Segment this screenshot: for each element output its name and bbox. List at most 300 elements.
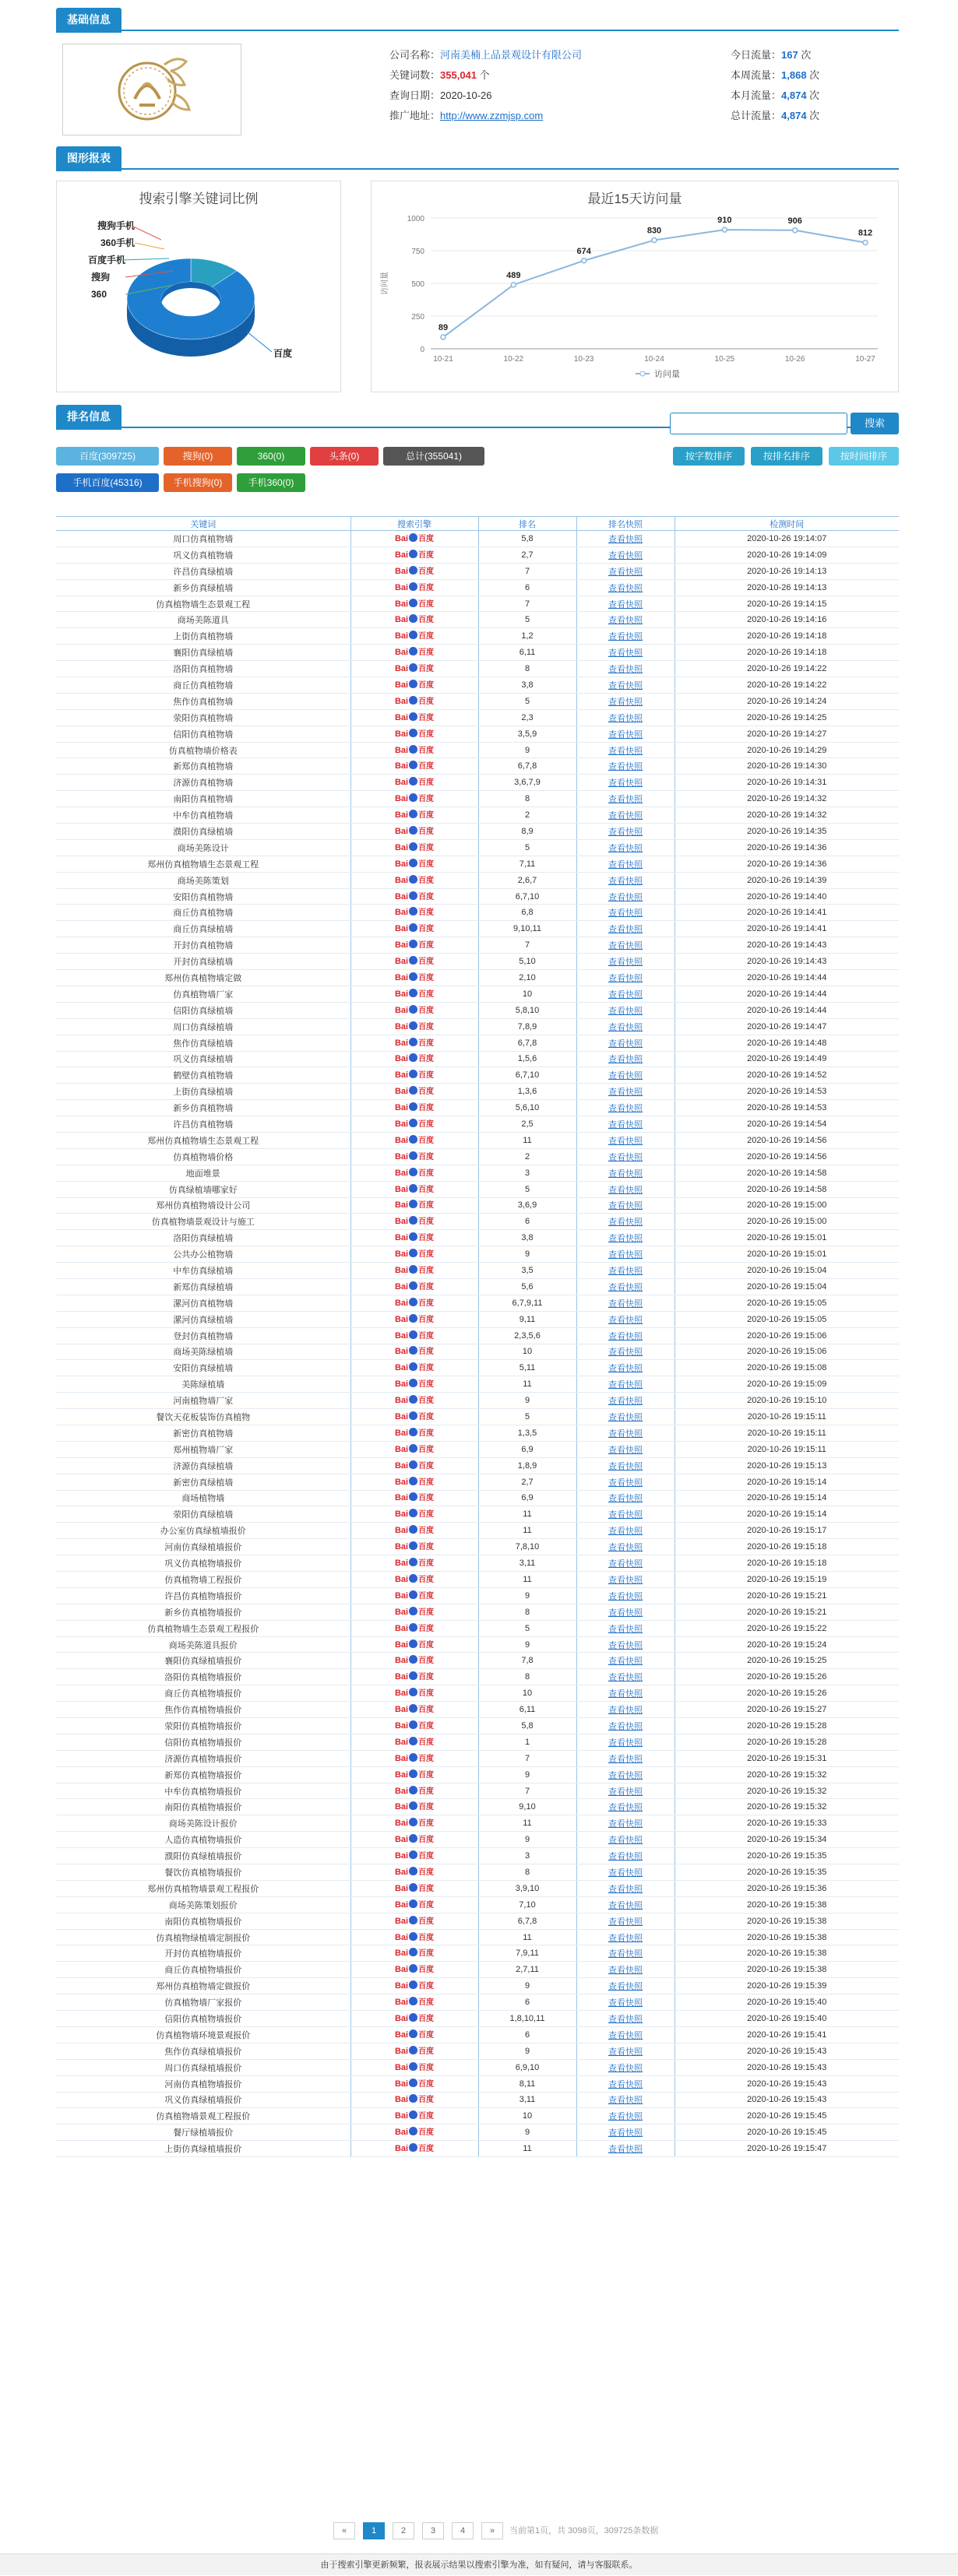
snapshot-link[interactable]: 查看快照 bbox=[608, 616, 643, 626]
keyword-cell: 开封仿真绿植墙 bbox=[56, 954, 350, 970]
sort-by-length-button[interactable]: 按字数排序 bbox=[673, 447, 745, 466]
snapshot-link[interactable]: 查看快照 bbox=[608, 680, 643, 691]
snapshot-link[interactable]: 查看快照 bbox=[608, 1706, 643, 1716]
traffic-week-label: 本周流量： bbox=[731, 69, 782, 81]
keyword-cell: 新密仿真绿植墙 bbox=[56, 1474, 350, 1490]
snapshot-link[interactable]: 查看快照 bbox=[608, 2096, 643, 2106]
snapshot-link[interactable]: 查看快照 bbox=[608, 908, 643, 919]
check-time-cell: 2020-10-26 19:15:17 bbox=[674, 1523, 899, 1539]
snapshot-link[interactable]: 查看快照 bbox=[608, 746, 643, 756]
table-row bbox=[56, 2075, 899, 2092]
baidu-logo-icon: Bai 百度 bbox=[394, 1396, 435, 1406]
filter-mobile-baidu-button[interactable]: 手机百度(45316) bbox=[56, 473, 159, 492]
keyword-cell: 商场植物墙 bbox=[56, 1490, 350, 1506]
snapshot-link[interactable]: 查看快照 bbox=[608, 1624, 643, 1634]
keyword-cell: 仿真植物墙生态景观工程 bbox=[56, 596, 350, 612]
snapshot-link[interactable]: 查看快照 bbox=[608, 1104, 643, 1114]
table-row bbox=[56, 2141, 899, 2157]
snapshot-link[interactable]: 查看快照 bbox=[608, 1982, 643, 1992]
table-row bbox=[56, 921, 899, 937]
y-tick-label: 0 bbox=[420, 346, 424, 354]
engine-cell bbox=[350, 1409, 478, 1425]
rank-cell: 11 bbox=[478, 1572, 576, 1588]
promo-url-link[interactable]: http://www.zzmjsp.com bbox=[440, 110, 544, 121]
snapshot-link[interactable]: 查看快照 bbox=[608, 989, 643, 1000]
snapshot-link[interactable]: 查看快照 bbox=[608, 1169, 643, 1179]
engine-cell bbox=[350, 1539, 478, 1555]
snapshot-link[interactable]: 查看快照 bbox=[608, 1884, 643, 1894]
snapshot-link[interactable]: 查看快照 bbox=[608, 2014, 643, 2024]
snapshot-link[interactable]: 查看快照 bbox=[608, 1006, 643, 1016]
snapshot-link[interactable]: 查看快照 bbox=[608, 1136, 643, 1146]
table-row bbox=[56, 1278, 899, 1295]
rank-cell: 2,7 bbox=[478, 1474, 576, 1490]
snapshot-link[interactable]: 查看快照 bbox=[608, 876, 643, 886]
snapshot-link[interactable]: 查看快照 bbox=[608, 1201, 643, 1211]
keyword-cell: 上街仿真绿植墙报价 bbox=[56, 2141, 350, 2157]
snapshot-link[interactable]: 查看快照 bbox=[608, 1770, 643, 1780]
snapshot-link[interactable]: 查看快照 bbox=[608, 778, 643, 789]
baidu-logo-icon: Bai 百度 bbox=[394, 1119, 435, 1129]
snapshot-link[interactable]: 查看快照 bbox=[608, 1510, 643, 1520]
snapshot-link[interactable]: 查看快照 bbox=[608, 1364, 643, 1374]
check-time-cell: 2020-10-26 19:14:40 bbox=[674, 888, 899, 905]
baidu-logo-icon: Bai 百度 bbox=[394, 1753, 435, 1763]
snapshot-link[interactable]: 查看快照 bbox=[608, 1413, 643, 1423]
snapshot-link[interactable]: 查看快照 bbox=[608, 1787, 643, 1797]
keyword-cell: 南阳仿真植物墙报价 bbox=[56, 1799, 350, 1815]
check-time-cell: 2020-10-26 19:15:32 bbox=[674, 1799, 899, 1815]
col-keyword: 关键词 bbox=[56, 517, 350, 531]
table-row bbox=[56, 1425, 899, 1441]
snapshot-link[interactable]: 查看快照 bbox=[608, 1673, 643, 1683]
engine-cell bbox=[350, 1035, 478, 1051]
rank-cell: 7,8,10 bbox=[478, 1539, 576, 1555]
rank-cell: 5,8 bbox=[478, 1718, 576, 1734]
snapshot-link[interactable]: 查看快照 bbox=[608, 1299, 643, 1309]
snapshot-link[interactable]: 查看快照 bbox=[608, 729, 643, 740]
rank-cell: 1 bbox=[478, 1734, 576, 1750]
snapshot-link[interactable]: 查看快照 bbox=[608, 1038, 643, 1049]
engine-cell bbox=[350, 1148, 478, 1165]
rank-cell: 3,5 bbox=[478, 1263, 576, 1279]
table-row bbox=[56, 986, 899, 1002]
snapshot-link[interactable]: 查看快照 bbox=[608, 1185, 643, 1195]
rank-cell: 7,9,11 bbox=[478, 1945, 576, 1962]
keyword-cell: 河南仿真植物墙报价 bbox=[56, 2075, 350, 2092]
rank-cell: 3,8 bbox=[478, 1230, 576, 1246]
x-tick-label: 10-24 bbox=[644, 355, 664, 364]
rank-cell: 5,8,10 bbox=[478, 1002, 576, 1018]
data-point bbox=[441, 335, 446, 339]
engine-cell bbox=[350, 905, 478, 921]
check-time-cell: 2020-10-26 19:14:24 bbox=[674, 693, 899, 709]
check-time-cell: 2020-10-26 19:15:05 bbox=[674, 1311, 899, 1327]
keyword-cell: 新郑仿真植物墙报价 bbox=[56, 1766, 350, 1783]
table-row bbox=[56, 2043, 899, 2059]
snapshot-cell bbox=[576, 986, 674, 1002]
snapshot-link[interactable]: 查看快照 bbox=[608, 665, 643, 675]
snapshot-link[interactable]: 查看快照 bbox=[608, 1754, 643, 1764]
traffic-total-unit: 次 bbox=[806, 110, 820, 121]
snapshot-link[interactable]: 查看快照 bbox=[608, 1315, 643, 1325]
engine-cell bbox=[350, 1945, 478, 1962]
snapshot-link[interactable]: 查看快照 bbox=[608, 843, 643, 853]
snapshot-link[interactable]: 查看快照 bbox=[608, 811, 643, 821]
keyword-cell: 商场美陈设计报价 bbox=[56, 1815, 350, 1832]
pie-label-line bbox=[135, 243, 164, 249]
baidu-logo-icon: Bai 百度 bbox=[394, 1087, 435, 1097]
snapshot-link[interactable]: 查看快照 bbox=[608, 1836, 643, 1846]
rank-cell: 9,10,11 bbox=[478, 921, 576, 937]
rank-cell: 3,6,9 bbox=[478, 1197, 576, 1214]
keyword-cell: 上街仿真绿植墙 bbox=[56, 1084, 350, 1100]
filter-toutiao-button[interactable]: 头条(0) bbox=[310, 447, 379, 466]
baidu-logo-icon: Bai 百度 bbox=[394, 615, 435, 625]
snapshot-link[interactable]: 查看快照 bbox=[608, 1267, 643, 1277]
check-time-cell: 2020-10-26 19:15:06 bbox=[674, 1327, 899, 1344]
snapshot-cell bbox=[576, 1376, 674, 1393]
section-ranking-title: 排名信息 bbox=[56, 405, 122, 430]
table-row bbox=[56, 2026, 899, 2043]
snapshot-link[interactable]: 查看快照 bbox=[608, 550, 643, 561]
keyword-cell: 商场美陈绿植墙 bbox=[56, 1344, 350, 1360]
snapshot-cell bbox=[576, 1393, 674, 1409]
snapshot-link[interactable]: 查看快照 bbox=[608, 1575, 643, 1585]
page-1-button[interactable]: 1 bbox=[363, 2522, 385, 2539]
rank-cell: 11 bbox=[478, 1506, 576, 1523]
table-row bbox=[56, 1864, 899, 1881]
ranking-table bbox=[56, 516, 899, 2157]
table-row bbox=[56, 2059, 899, 2075]
check-time-cell: 2020-10-26 19:15:11 bbox=[674, 1409, 899, 1425]
page-prev-button[interactable]: « bbox=[333, 2522, 355, 2539]
rank-cell: 9 bbox=[478, 742, 576, 758]
snapshot-link[interactable]: 查看快照 bbox=[608, 1721, 643, 1731]
snapshot-link[interactable]: 查看快照 bbox=[608, 827, 643, 837]
table-row bbox=[56, 1376, 899, 1393]
page-3-button[interactable]: 3 bbox=[422, 2522, 444, 2539]
baidu-logo-icon: Bai 百度 bbox=[394, 1590, 435, 1601]
snapshot-link[interactable]: 查看快照 bbox=[608, 1461, 643, 1471]
engine-cell bbox=[350, 645, 478, 661]
keyword-cell: 商丘仿真植物墙报价 bbox=[56, 1685, 350, 1702]
snapshot-link[interactable]: 查看快照 bbox=[608, 2112, 643, 2122]
baidu-logo-icon: Bai 百度 bbox=[394, 1070, 435, 1081]
engine-cell bbox=[350, 1214, 478, 1230]
baidu-logo-icon: Bai 百度 bbox=[394, 1412, 435, 1422]
table-row bbox=[56, 1165, 899, 1181]
check-time-cell: 2020-10-26 19:15:45 bbox=[674, 2124, 899, 2141]
check-time-cell: 2020-10-26 19:14:47 bbox=[674, 1018, 899, 1035]
check-time-cell: 2020-10-26 19:14:44 bbox=[674, 1002, 899, 1018]
snapshot-link[interactable]: 查看快照 bbox=[608, 1218, 643, 1228]
table-row bbox=[56, 1734, 899, 1750]
rank-cell: 5,6,10 bbox=[478, 1100, 576, 1116]
rank-cell: 2,7,11 bbox=[478, 1962, 576, 1978]
table-row bbox=[56, 1230, 899, 1246]
snapshot-link[interactable]: 查看快照 bbox=[608, 1900, 643, 1910]
rank-cell: 9 bbox=[478, 2124, 576, 2141]
keyword-cell: 新郑仿真绿植墙 bbox=[56, 1278, 350, 1295]
rank-cell: 3 bbox=[478, 1848, 576, 1864]
snapshot-link[interactable]: 查看快照 bbox=[608, 2047, 643, 2057]
snapshot-link[interactable]: 查看快照 bbox=[608, 1998, 643, 2008]
snapshot-link[interactable]: 查看快照 bbox=[608, 1608, 643, 1618]
snapshot-cell bbox=[576, 1978, 674, 1994]
snapshot-link[interactable]: 查看快照 bbox=[608, 2030, 643, 2040]
snapshot-link[interactable]: 查看快照 bbox=[608, 599, 643, 610]
snapshot-cell bbox=[576, 888, 674, 905]
baidu-logo-icon: Bai 百度 bbox=[394, 1054, 435, 1064]
engine-cell bbox=[350, 1067, 478, 1084]
engine-cell bbox=[350, 791, 478, 807]
snapshot-link[interactable]: 查看快照 bbox=[608, 1917, 643, 1927]
table-row bbox=[56, 1555, 899, 1572]
snapshot-cell bbox=[576, 1913, 674, 1929]
snapshot-link[interactable]: 查看快照 bbox=[608, 1803, 643, 1813]
snapshot-link[interactable]: 查看快照 bbox=[608, 1591, 643, 1601]
table-row bbox=[56, 2092, 899, 2108]
filter-sogou-button[interactable]: 搜狗(0) bbox=[164, 447, 232, 466]
snapshot-link[interactable]: 查看快照 bbox=[608, 1640, 643, 1650]
pie-label-line bbox=[122, 258, 169, 260]
table-row bbox=[56, 1327, 899, 1344]
snapshot-link[interactable]: 查看快照 bbox=[608, 1348, 643, 1358]
table-row bbox=[56, 579, 899, 596]
snapshot-link[interactable]: 查看快照 bbox=[608, 925, 643, 935]
baidu-logo-icon: Bai 百度 bbox=[394, 1737, 435, 1747]
baidu-logo-icon: Bai 百度 bbox=[394, 1444, 435, 1454]
filter-total-button[interactable]: 总计(355041) bbox=[383, 447, 484, 466]
engine-cell bbox=[350, 1084, 478, 1100]
check-time-cell: 2020-10-26 19:15:08 bbox=[674, 1360, 899, 1376]
snapshot-link[interactable]: 查看快照 bbox=[608, 1282, 643, 1292]
snapshot-link[interactable]: 查看快照 bbox=[608, 1689, 643, 1699]
snapshot-link[interactable]: 查看快照 bbox=[608, 1380, 643, 1390]
snapshot-link[interactable]: 查看快照 bbox=[608, 1088, 643, 1098]
snapshot-cell bbox=[576, 1766, 674, 1783]
page-4-button[interactable]: 4 bbox=[452, 2522, 474, 2539]
snapshot-link[interactable]: 查看快照 bbox=[608, 1559, 643, 1569]
table-row bbox=[56, 1620, 899, 1636]
traffic-stats bbox=[731, 45, 902, 126]
snapshot-link[interactable]: 查看快照 bbox=[608, 1250, 643, 1260]
snapshot-link[interactable]: 查看快照 bbox=[608, 2128, 643, 2138]
table-row bbox=[56, 1344, 899, 1360]
snapshot-link[interactable]: 查看快照 bbox=[608, 1120, 643, 1130]
snapshot-link[interactable]: 查看快照 bbox=[608, 697, 643, 707]
data-label: 906 bbox=[787, 216, 802, 226]
snapshot-link[interactable]: 查看快照 bbox=[608, 648, 643, 659]
snapshot-link[interactable]: 查看快照 bbox=[608, 1071, 643, 1081]
engine-cell bbox=[350, 1360, 478, 1376]
check-time-cell: 2020-10-26 19:15:36 bbox=[674, 1880, 899, 1896]
keyword-cell: 周口仿真绿植墙报价 bbox=[56, 2059, 350, 2075]
keyword-cell: 商场美陈道具报价 bbox=[56, 1636, 350, 1653]
search-input[interactable] bbox=[670, 413, 847, 434]
snapshot-link[interactable]: 查看快照 bbox=[608, 1933, 643, 1943]
snapshot-cell bbox=[576, 596, 674, 612]
rank-cell: 5 bbox=[478, 1181, 576, 1197]
check-time-cell: 2020-10-26 19:15:11 bbox=[674, 1441, 899, 1457]
table-row bbox=[56, 1067, 899, 1084]
snapshot-link[interactable]: 查看快照 bbox=[608, 1868, 643, 1878]
snapshot-cell bbox=[576, 1539, 674, 1555]
traffic-today-value: 167 bbox=[781, 49, 798, 61]
table-row bbox=[56, 775, 899, 791]
search-button[interactable]: 搜索 bbox=[851, 413, 899, 434]
rank-cell: 5,8 bbox=[478, 531, 576, 547]
snapshot-link[interactable]: 查看快照 bbox=[608, 1331, 643, 1341]
snapshot-link[interactable]: 查看快照 bbox=[608, 2063, 643, 2073]
snapshot-cell bbox=[576, 1506, 674, 1523]
snapshot-link[interactable]: 查看快照 bbox=[608, 1494, 643, 1504]
snapshot-link[interactable]: 查看快照 bbox=[608, 2145, 643, 2155]
snapshot-cell bbox=[576, 726, 674, 742]
keyword-cell: 洛阳仿真植物墙 bbox=[56, 661, 350, 677]
baidu-logo-icon: Bai 百度 bbox=[394, 1460, 435, 1471]
snapshot-link[interactable]: 查看快照 bbox=[608, 1527, 643, 1537]
check-time-cell: 2020-10-26 19:14:22 bbox=[674, 661, 899, 677]
table-row bbox=[56, 1100, 899, 1116]
baidu-logo-icon: Bai 百度 bbox=[394, 1542, 435, 1552]
rank-cell: 10 bbox=[478, 1344, 576, 1360]
snapshot-link[interactable]: 查看快照 bbox=[608, 1852, 643, 1862]
baidu-logo-icon: Bai 百度 bbox=[394, 631, 435, 641]
engine-cell bbox=[350, 1246, 478, 1263]
snapshot-link[interactable]: 查看快照 bbox=[608, 1819, 643, 1829]
col-check-time: 检测时间 bbox=[674, 517, 899, 531]
snapshot-link[interactable]: 查看快照 bbox=[608, 958, 643, 968]
snapshot-link[interactable]: 查看快照 bbox=[608, 2079, 643, 2089]
snapshot-link[interactable]: 查看快照 bbox=[608, 1543, 643, 1553]
snapshot-link[interactable]: 查看快照 bbox=[608, 1966, 643, 1976]
snapshot-link[interactable]: 查看快照 bbox=[608, 1657, 643, 1667]
engine-cell bbox=[350, 807, 478, 824]
engine-cell bbox=[350, 1523, 478, 1539]
check-time-cell: 2020-10-26 19:15:26 bbox=[674, 1669, 899, 1685]
snapshot-link[interactable]: 查看快照 bbox=[608, 567, 643, 577]
snapshot-link[interactable]: 查看快照 bbox=[608, 1055, 643, 1065]
page-2-button[interactable]: 2 bbox=[393, 2522, 414, 2539]
baidu-logo-icon: Bai 百度 bbox=[394, 891, 435, 901]
engine-cell bbox=[350, 1636, 478, 1653]
check-time-cell: 2020-10-26 19:15:38 bbox=[674, 1929, 899, 1945]
y-tick-label: 750 bbox=[411, 248, 424, 256]
keyword-cell: 济源仿真植物墙报价 bbox=[56, 1750, 350, 1766]
traffic-total-label: 总计流量： bbox=[731, 110, 782, 121]
snapshot-link[interactable]: 查看快照 bbox=[608, 859, 643, 870]
snapshot-cell bbox=[576, 1962, 674, 1978]
rank-cell: 10 bbox=[478, 986, 576, 1002]
snapshot-cell bbox=[576, 1067, 674, 1084]
rank-cell: 9 bbox=[478, 1246, 576, 1263]
rank-cell: 2,5 bbox=[478, 1116, 576, 1133]
table-row bbox=[56, 1084, 899, 1100]
baidu-logo-icon: Bai 百度 bbox=[394, 1705, 435, 1715]
rank-cell: 3,6,7,9 bbox=[478, 775, 576, 791]
snapshot-link[interactable]: 查看快照 bbox=[608, 583, 643, 593]
table-row bbox=[56, 1148, 899, 1165]
snapshot-link[interactable]: 查看快照 bbox=[608, 534, 643, 544]
baidu-logo-icon: Bai 百度 bbox=[394, 1981, 435, 1991]
section-charts-title: 图形报表 bbox=[56, 146, 122, 171]
engine-cell bbox=[350, 1929, 478, 1945]
filter-baidu-button[interactable]: 百度(309725) bbox=[56, 447, 159, 466]
snapshot-link[interactable]: 查看快照 bbox=[608, 1397, 643, 1407]
check-time-cell: 2020-10-26 19:14:39 bbox=[674, 872, 899, 888]
check-time-cell: 2020-10-26 19:15:24 bbox=[674, 1636, 899, 1653]
keyword-cell: 商场美陈策划 bbox=[56, 872, 350, 888]
snapshot-cell bbox=[576, 1896, 674, 1913]
engine-cell bbox=[350, 1425, 478, 1441]
check-time-cell: 2020-10-26 19:15:35 bbox=[674, 1848, 899, 1864]
snapshot-link[interactable]: 查看快照 bbox=[608, 762, 643, 772]
snapshot-cell bbox=[576, 1181, 674, 1197]
rank-cell: 6 bbox=[478, 1214, 576, 1230]
check-time-cell: 2020-10-26 19:14:36 bbox=[674, 856, 899, 872]
snapshot-link[interactable]: 查看快照 bbox=[608, 1949, 643, 1959]
snapshot-link[interactable]: 查看快照 bbox=[608, 1234, 643, 1244]
check-time-cell: 2020-10-26 19:15:25 bbox=[674, 1653, 899, 1669]
filter-mobile-sogou-button[interactable]: 手机搜狗(0) bbox=[164, 473, 232, 492]
snapshot-link[interactable]: 查看快照 bbox=[608, 1152, 643, 1162]
engine-cell bbox=[350, 2092, 478, 2108]
check-time-cell: 2020-10-26 19:15:39 bbox=[674, 1978, 899, 1994]
keyword-cell: 安阳仿真植物墙 bbox=[56, 888, 350, 905]
keyword-cell: 办公室仿真绿植墙报价 bbox=[56, 1523, 350, 1539]
snapshot-link[interactable]: 查看快照 bbox=[608, 795, 643, 805]
snapshot-link[interactable]: 查看快照 bbox=[608, 632, 643, 642]
rank-cell: 11 bbox=[478, 1815, 576, 1832]
table-row bbox=[56, 1457, 899, 1474]
keyword-cell: 洛阳仿真绿植墙 bbox=[56, 1230, 350, 1246]
sort-by-rank-button[interactable]: 按排名排序 bbox=[751, 447, 822, 466]
snapshot-cell bbox=[576, 1783, 674, 1799]
page-next-button[interactable]: » bbox=[481, 2522, 503, 2539]
rank-cell: 7 bbox=[478, 1783, 576, 1799]
engine-cell bbox=[350, 1962, 478, 1978]
keyword-cell: 餐饮仿真植物墙报价 bbox=[56, 1864, 350, 1881]
snapshot-cell bbox=[576, 1035, 674, 1051]
check-time-cell: 2020-10-26 19:15:38 bbox=[674, 1896, 899, 1913]
snapshot-link[interactable]: 查看快照 bbox=[608, 941, 643, 951]
snapshot-link[interactable]: 查看快照 bbox=[608, 973, 643, 983]
sort-by-time-button[interactable]: 按时间排序 bbox=[829, 447, 899, 466]
keyword-cell: 洛阳仿真植物墙报价 bbox=[56, 1669, 350, 1685]
filter-mobile-360-button[interactable]: 手机360(0) bbox=[237, 473, 305, 492]
engine-cell bbox=[350, 1620, 478, 1636]
check-time-cell: 2020-10-26 19:14:22 bbox=[674, 677, 899, 694]
check-time-cell: 2020-10-26 19:15:43 bbox=[674, 2043, 899, 2059]
rank-cell: 9 bbox=[478, 1766, 576, 1783]
snapshot-cell bbox=[576, 1360, 674, 1376]
snapshot-link[interactable]: 查看快照 bbox=[608, 713, 643, 723]
engine-cell bbox=[350, 1572, 478, 1588]
snapshot-link[interactable]: 查看快照 bbox=[608, 1429, 643, 1439]
snapshot-link[interactable]: 查看快照 bbox=[608, 1445, 643, 1455]
snapshot-link[interactable]: 查看快照 bbox=[608, 1022, 643, 1032]
snapshot-link[interactable]: 查看快照 bbox=[608, 892, 643, 902]
engine-cell bbox=[350, 1181, 478, 1197]
engine-cell bbox=[350, 1116, 478, 1133]
rank-cell: 9 bbox=[478, 1978, 576, 1994]
engine-cell bbox=[350, 872, 478, 888]
snapshot-link[interactable]: 查看快照 bbox=[608, 1738, 643, 1748]
filter-360-button[interactable]: 360(0) bbox=[237, 447, 305, 466]
snapshot-link[interactable]: 查看快照 bbox=[608, 1478, 643, 1488]
